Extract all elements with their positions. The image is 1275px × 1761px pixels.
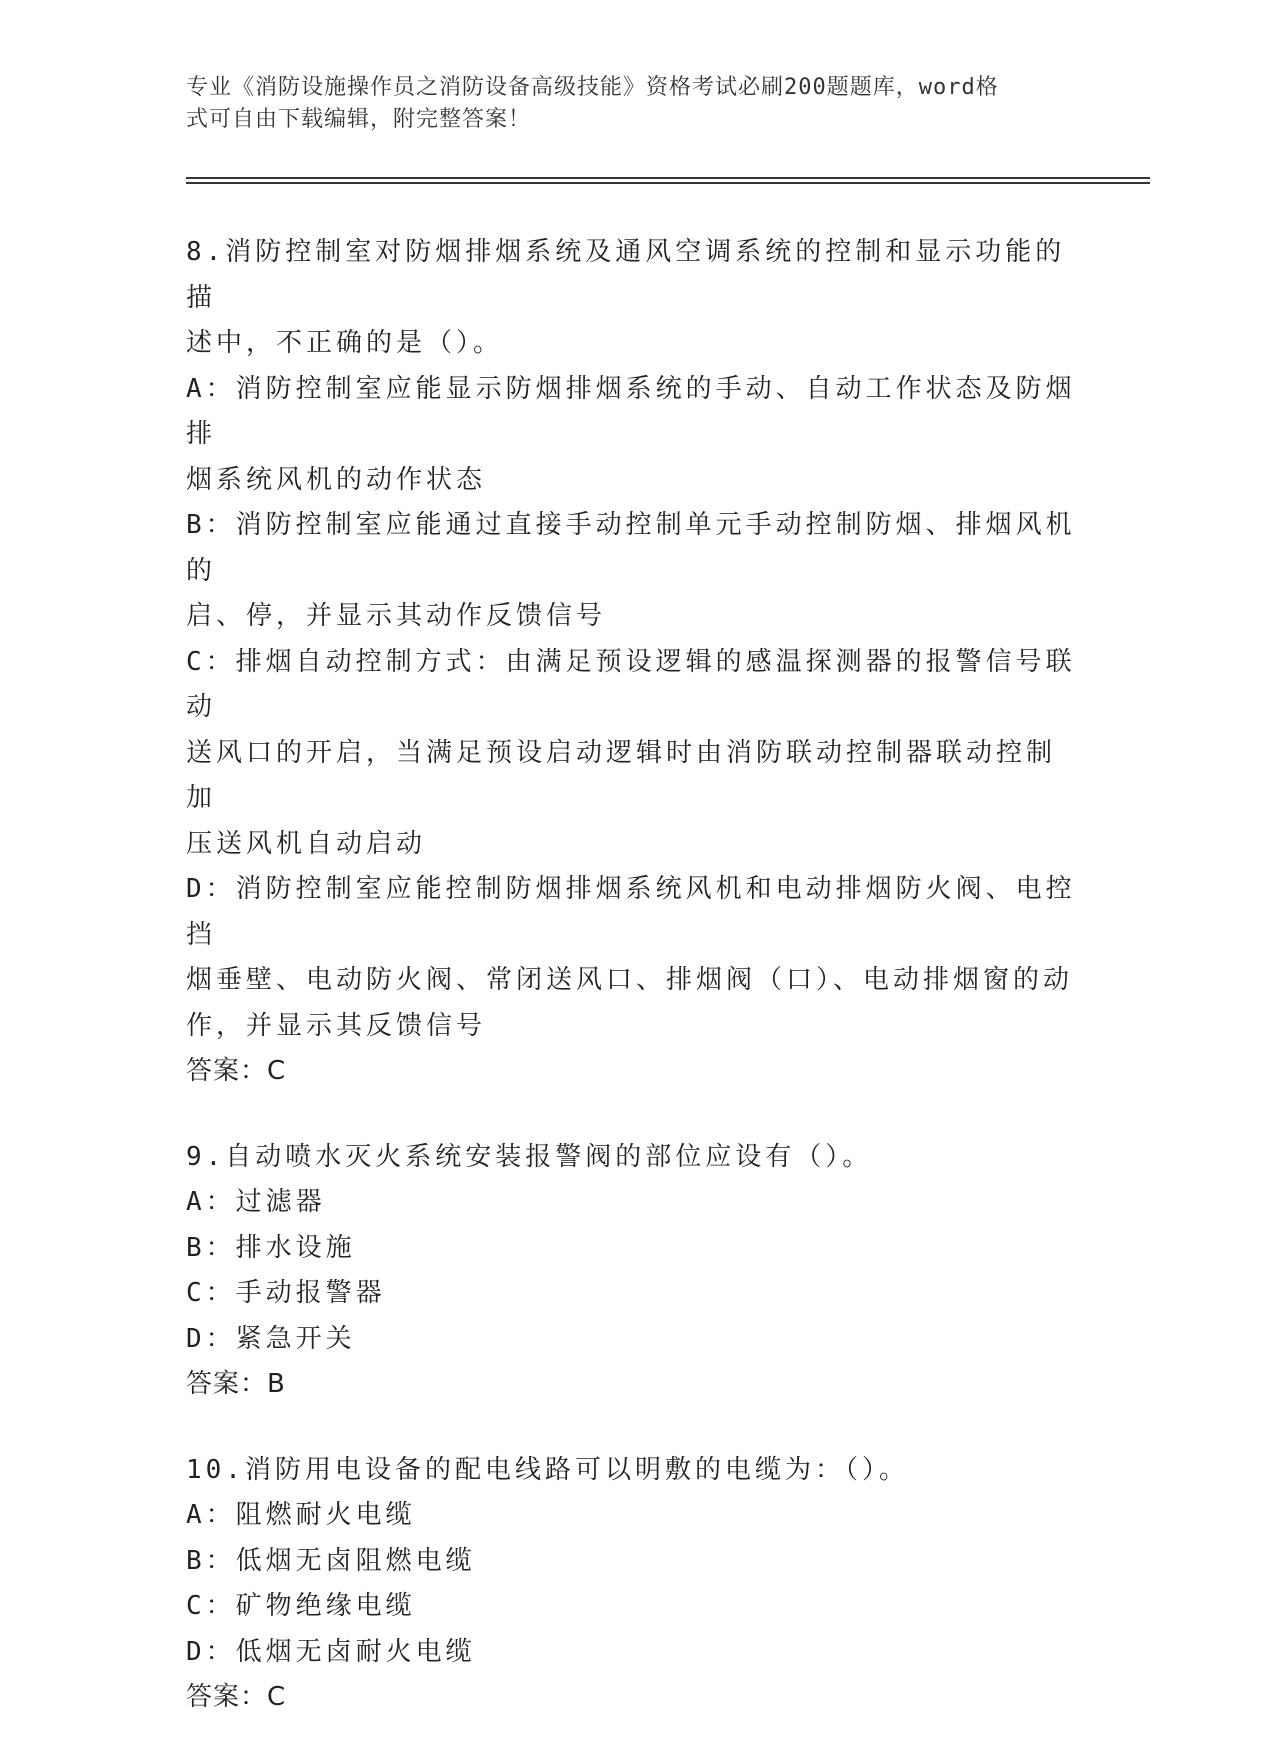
question-10-stem: 10.消防用电设备的配电线路可以明敷的电缆为：（）。 bbox=[186, 1454, 909, 1485]
question-10-option-c: C：矿物绝缘电缆 bbox=[186, 1591, 416, 1621]
question-9-option-b: B：排水设施 bbox=[186, 1232, 356, 1263]
question-9-stem: 9.自动喷水灭火系统安装报警阀的部位应设有（）。 bbox=[186, 1141, 873, 1172]
question-9-option-a: A：过滤器 bbox=[186, 1187, 326, 1217]
document-header bbox=[186, 72, 1066, 136]
question-8-answer: 答案：C bbox=[186, 1056, 287, 1086]
question-10-answer: 答案：C bbox=[186, 1682, 287, 1712]
question-list bbox=[186, 230, 1076, 1761]
question-8-option-b-line-1: B：消防控制室应能通过直接手动控制单元手动控制防烟、排烟风机的 bbox=[186, 510, 1076, 586]
question-10-option-a: A：阻燃耐火电缆 bbox=[186, 1500, 416, 1530]
question-8-option-d-line-3: 作，并显示其反馈信号 bbox=[186, 1010, 487, 1041]
question-8-option-a-line-2: 烟系统风机的动作状态 bbox=[186, 464, 487, 495]
question-8-stem-line-2: 述中，不正确的是（）。 bbox=[186, 328, 504, 358]
question-8-option-a-line-1: A：消防控制室应能显示防烟排烟系统的手动、自动工作状态及防烟排 bbox=[186, 373, 1076, 449]
question-9-answer: 答案：B bbox=[186, 1369, 286, 1399]
header-line-1: 专业《消防设施操作员之消防设备高级技能》资格考试必刷200题题库，word格 bbox=[186, 75, 999, 100]
question-9 bbox=[186, 1135, 1076, 1408]
question-10 bbox=[186, 1448, 1076, 1721]
question-10-option-b: B：低烟无卤阻燃电缆 bbox=[186, 1545, 476, 1576]
question-8-option-c-line-2: 送风口的开启，当满足预设启动逻辑时由消防联动控制器联动控制加 bbox=[186, 737, 1057, 813]
header-divider-top bbox=[186, 177, 1150, 179]
question-10-option-d: D：低烟无卤耐火电缆 bbox=[186, 1636, 476, 1667]
question-8 bbox=[186, 230, 1076, 1095]
header-line-2: 式可自由下载编辑，附完整答案！ bbox=[186, 107, 532, 132]
header-divider-bottom bbox=[186, 182, 1150, 184]
question-9-option-c: C：手动报警器 bbox=[186, 1278, 386, 1308]
question-9-option-d: D：紧急开关 bbox=[186, 1323, 356, 1354]
question-8-option-b-line-2: 启、停，并显示其动作反馈信号 bbox=[186, 601, 607, 631]
question-8-option-c-line-3: 压送风机自动启动 bbox=[186, 828, 427, 859]
question-8-option-d-line-1: D：消防控制室应能控制防烟排烟系统风机和电动排烟防火阀、电控挡 bbox=[186, 874, 1076, 950]
question-8-stem-line-1: 8.消防控制室对防烟排烟系统及通风空调系统的控制和显示功能的描 bbox=[186, 237, 1066, 313]
question-8-option-d-line-2: 烟垂壁、电动防火阀、常闭送风口、排烟阀（口）、电动排烟窗的动 bbox=[186, 965, 1074, 995]
question-8-option-c-line-1: C：排烟自动控制方式：由满足预设逻辑的感温探测器的报警信号联动 bbox=[186, 646, 1076, 722]
